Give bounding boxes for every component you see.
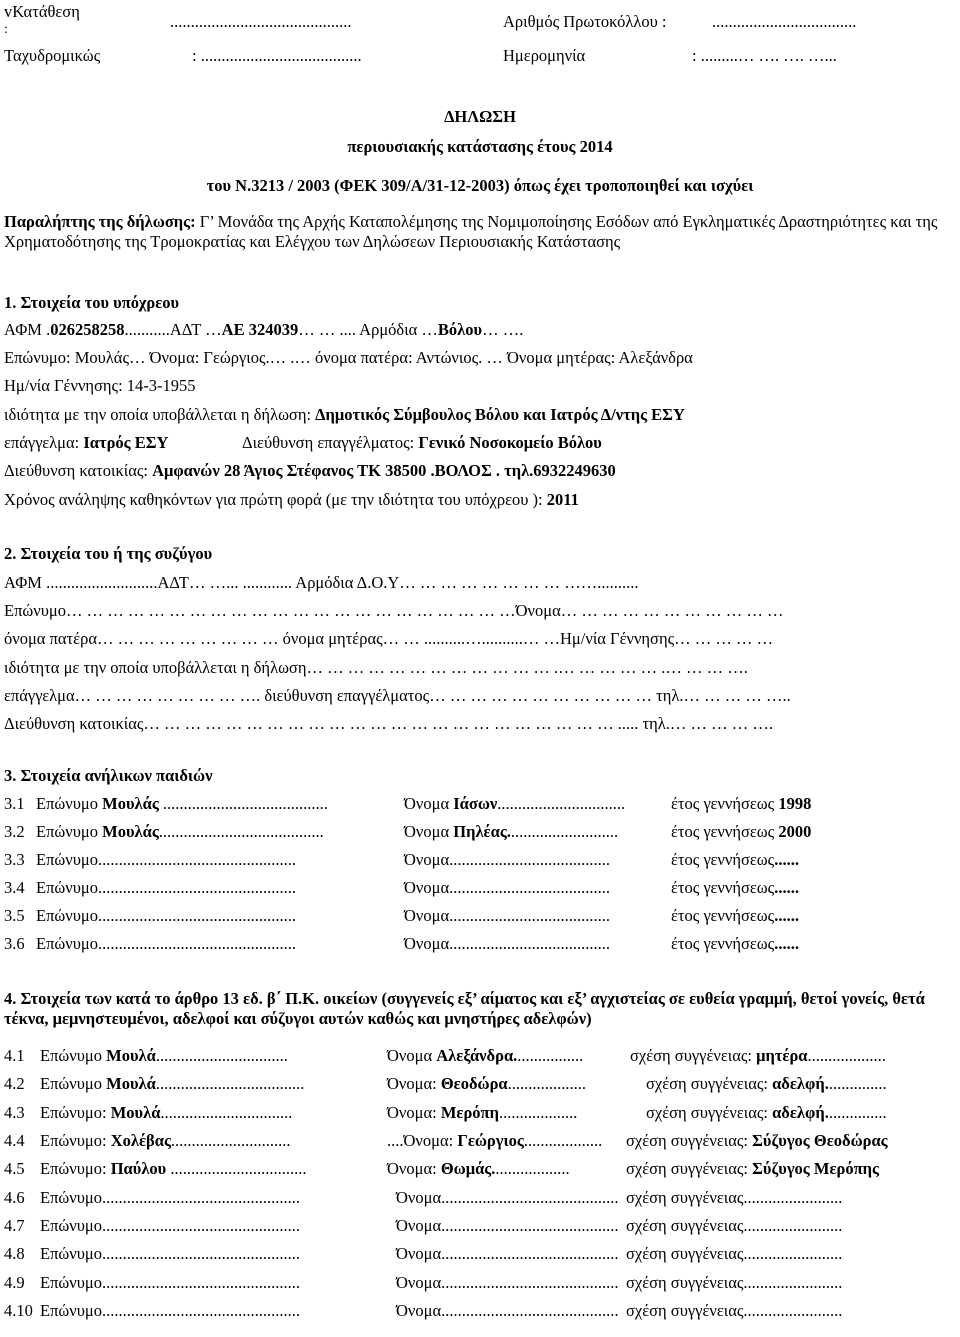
submission-colon: : — [4, 22, 8, 37]
relative-surname-field — [40, 1273, 300, 1293]
relative-name-label: Όνομα — [396, 1273, 442, 1292]
spouse-parents-line: όνομα πατέρα… … … … … … … … … όνομα μητέρας… … ..........…..........… …Ημ/νία Γέννησης… … … … … — [4, 629, 774, 648]
relative-kinship: μητέρα — [756, 1046, 808, 1065]
home-address-line: Διεύθυνση κατοικίας: Αμφανών 28 Άγιος Στέφανος ΤΚ 38500 .ΒΟΛΟΣ . τηλ.6932249630 — [4, 461, 616, 480]
afm-line: ΑΦΜ .026258258...........ΑΔΤ …ΑΕ 324039… … .... Αρμόδια …Βόλου… …. — [4, 320, 524, 339]
relative-surname: Χολέβας — [110, 1131, 171, 1150]
relative-name-field — [396, 1216, 619, 1236]
relative-name-field — [387, 1074, 586, 1094]
relative-surname-dots: ................................. — [166, 1159, 307, 1178]
relative-name-field — [387, 1131, 602, 1151]
relative-number: 4.4 — [4, 1131, 25, 1150]
first-year-line: Χρόνος ανάληψης καθηκόντων για πρώτη φορά (με την ιδιότητα του υπόχρεου ): 2011 — [4, 490, 579, 509]
relative-surname-field — [40, 1046, 288, 1066]
relative-surname-label: Επώνυμο — [40, 1046, 107, 1065]
relative-name-dots: ........................................... — [441, 1244, 619, 1263]
relative-kinship-dots: ........................ — [743, 1273, 843, 1292]
child-surname-dots: ................................................ — [98, 850, 296, 869]
child-surname-label: Επώνυμο — [36, 906, 98, 925]
relative-name-dots: ................... — [498, 1103, 578, 1122]
child-year-field — [671, 850, 799, 870]
relative-surname-field — [40, 1131, 291, 1151]
relative-name-dots: ........................................... — [441, 1273, 619, 1292]
protocol-number-dots: ................................... — [712, 12, 857, 31]
child-name-dots: ............................... — [497, 794, 626, 813]
relative-kinship-dots: ........................ — [743, 1244, 843, 1263]
relative-kinship-field — [626, 1159, 879, 1179]
relative-name: Αλεξάνδρα. — [436, 1046, 518, 1065]
relative-name: Γεώργιος — [457, 1131, 524, 1150]
relative-number: 4.1 — [4, 1046, 25, 1065]
relative-kinship-label: σχέση συγγένειας: — [626, 1159, 753, 1178]
child-name-label: Όνομα — [404, 906, 450, 925]
birth-date-line: Ημ/νία Γέννησης: 14-3-1955 — [4, 376, 196, 395]
relative-name-label: Όνομα: — [387, 1074, 441, 1093]
child-number: 3.1 — [4, 794, 25, 813]
relative-name-label: Όνομα — [396, 1244, 442, 1263]
relative-name: Θωμάς. — [440, 1159, 496, 1178]
relative-surname: Παύλου — [110, 1159, 167, 1178]
child-year-field — [671, 878, 799, 898]
relative-number: 4.8 — [4, 1244, 25, 1263]
child-number: 3.3 — [4, 850, 25, 869]
submission-dots: ............................................ — [170, 12, 352, 31]
relative-surname-label: Επώνυμο — [40, 1244, 102, 1263]
relative-number: 4.7 — [4, 1216, 25, 1235]
relative-number: 4.2 — [4, 1074, 25, 1093]
child-year: ...... — [774, 906, 799, 925]
child-year-field — [671, 934, 799, 954]
relative-kinship-field — [626, 1244, 842, 1264]
relative-number: 4.5 — [4, 1159, 25, 1178]
child-surname: Μουλάς — [102, 822, 159, 841]
child-year: 1998 — [778, 794, 812, 813]
relative-number: 4.3 — [4, 1103, 25, 1122]
spouse-name-line: Επώνυμο… … … … … … … … … … … … … … … … … … … … … …Όνομα… … … … … … … … … … … — [4, 601, 784, 620]
child-number: 3.2 — [4, 822, 25, 841]
relative-surname-field — [40, 1188, 300, 1208]
relative-kinship: αδελφή. — [772, 1074, 829, 1093]
relative-surname-label: Επώνυμο — [40, 1301, 102, 1320]
child-name-field — [404, 878, 610, 898]
recipient-label: Παραλήπτης της δήλωσης: — [4, 212, 196, 231]
relative-surname-field — [40, 1103, 292, 1123]
recipient-paragraph — [4, 212, 956, 252]
child-name-field — [404, 822, 618, 842]
child-surname-dots: ................................................ — [98, 934, 296, 953]
relative-name-label: ....Όνομα: — [387, 1131, 458, 1150]
relative-surname: Μουλά — [110, 1103, 161, 1122]
relative-kinship-label: σχέση συγγένειας: — [626, 1131, 753, 1150]
relative-surname-field — [40, 1216, 300, 1236]
relative-name-dots: ........................................... — [441, 1301, 619, 1320]
relative-name-dots: ........................................... — [441, 1188, 619, 1207]
date-label: Ημερομηνία — [503, 46, 586, 65]
relative-surname-dots: ................................................ — [102, 1216, 300, 1235]
section4-heading: 4. Στοιχεία των κατά το άρθρο 13 εδ. β΄ Π.Κ. οικείων (συγγενείς εξ’ αίματος και εξ’ αγχιστείας σε ευθεία γραμμή, θετοί γονείς, θετά τέκνα, μεμνηστευμένοι, αδελφοί και σύζυγοι αυτών καθώς και μνηστήρες αδελφών) — [4, 989, 925, 1028]
child-surname-dots: ........................................ — [158, 794, 328, 813]
relative-name-field — [387, 1159, 570, 1179]
child-name-dots: ....................................... — [449, 906, 610, 925]
relative-kinship: Σύζυγος Θεοδώρας — [752, 1131, 888, 1150]
relative-kinship-field — [626, 1273, 842, 1293]
child-name-field — [404, 794, 625, 814]
relative-kinship-field — [626, 1188, 842, 1208]
child-year-label: έτος γεννήσεως — [671, 878, 775, 897]
child-name: Πηλέας. — [453, 822, 511, 841]
doc-subtitle: περιουσιακής κατάστασης έτους 2014 — [347, 137, 613, 156]
spouse-profession-line: επάγγελμα… … … … … … … … …. διεύθυνση επαγγέλματος… … … … … … … … … … … τηλ.… … … … ….. — [4, 686, 791, 705]
child-surname-field — [36, 934, 296, 954]
child-surname-dots: ................................................ — [98, 906, 296, 925]
child-name-label: Όνομα — [404, 850, 450, 869]
relative-name-label: Όνομα — [396, 1188, 442, 1207]
child-surname-field — [36, 822, 324, 842]
child-year-field — [671, 822, 811, 842]
relative-kinship-dots: .............. — [828, 1074, 887, 1093]
relative-name-label: Όνομα: — [387, 1159, 441, 1178]
relative-surname-field — [40, 1301, 300, 1321]
child-year: 2000 — [778, 822, 812, 841]
spouse-address-line: Διεύθυνση κατοικίας… … … … … … … … … … … … … … … … … … … … … … … ..... τηλ.… … … … …. — [4, 714, 774, 733]
child-year-field — [671, 794, 811, 814]
relative-kinship-label: σχέση συγγένειας — [626, 1216, 744, 1235]
date-dots: : .........… …. …. …... — [692, 46, 837, 65]
relative-surname-label: Επώνυμο: — [40, 1131, 111, 1150]
child-year-label: έτος γεννήσεως — [671, 934, 775, 953]
relative-name-field — [396, 1244, 619, 1264]
doc-title: ΔΗΛΩΣΗ — [444, 107, 516, 126]
child-year-label: έτος γεννήσεως — [671, 794, 779, 813]
relative-name-label: Όνομα: — [387, 1103, 441, 1122]
section3-heading: 3. Στοιχεία ανήλικων παιδιών — [4, 766, 213, 785]
child-surname-field — [36, 794, 328, 814]
relative-kinship-label: σχέση συγγένειας — [626, 1301, 744, 1320]
relative-name-dots: ................... — [523, 1131, 603, 1150]
submission-label: vΚατάθεση — [4, 2, 80, 21]
relative-kinship-dots: ........................ — [743, 1216, 843, 1235]
relative-surname-field — [40, 1159, 307, 1179]
capacity-line: ιδιότητα με την οποία υποβάλλεται η δήλωση: Δημοτικός Σύμβουλος Βόλου και Ιατρός Δ/ντης ΕΣΥ — [4, 405, 685, 424]
relative-kinship-dots: ........................ — [743, 1188, 843, 1207]
child-surname-label: Επώνυμο — [36, 878, 98, 897]
child-name-label: Όνομα — [404, 878, 450, 897]
relative-kinship-label: σχέση συγγένειας — [626, 1273, 744, 1292]
child-year-label: έτος γεννήσεως — [671, 906, 775, 925]
child-year: ...... — [774, 850, 799, 869]
relative-kinship-label: σχέση συγγένειας: — [646, 1103, 773, 1122]
relative-surname-dots: ................................................ — [102, 1301, 300, 1320]
relative-kinship-label: σχέση συγγένειας: — [646, 1074, 773, 1093]
child-surname-label: Επώνυμο — [36, 850, 98, 869]
relative-surname-label: Επώνυμο: — [40, 1159, 111, 1178]
child-number: 3.6 — [4, 934, 25, 953]
child-surname-label: Επώνυμο — [36, 822, 103, 841]
child-name-field — [404, 906, 610, 926]
child-name-field — [404, 934, 610, 954]
relative-kinship-field — [646, 1103, 887, 1123]
relative-kinship-label: σχέση συγγένειας — [626, 1244, 744, 1263]
relative-surname-label: Επώνυμο — [40, 1273, 102, 1292]
child-number: 3.4 — [4, 878, 25, 897]
child-name-dots: ....................................... — [449, 934, 610, 953]
relative-surname: Μουλά — [106, 1046, 156, 1065]
relative-kinship: Σύζυγος Μερόπης — [752, 1159, 879, 1178]
child-name-field — [404, 850, 610, 870]
relative-kinship: αδελφή. — [772, 1103, 829, 1122]
relative-surname-field — [40, 1244, 300, 1264]
relative-surname-label: Επώνυμο — [40, 1216, 102, 1235]
child-year: ...... — [774, 934, 799, 953]
child-surname-label: Επώνυμο — [36, 934, 98, 953]
profession-line: επάγγελμα: Ιατρός ΕΣΥ Διεύθυνση επαγγέλματος: Γενικό Νοσοκομείο Βόλου — [4, 433, 602, 452]
child-name-label: Όνομα — [404, 934, 450, 953]
child-surname-dots: ................................................ — [98, 878, 296, 897]
relative-kinship-field — [626, 1131, 888, 1151]
relative-name-field — [387, 1046, 583, 1066]
relative-name-dots: ................... — [507, 1074, 587, 1093]
relative-kinship-field — [626, 1216, 842, 1236]
relative-surname-label: Επώνυμο — [40, 1074, 107, 1093]
doc-law-reference: του Ν.3213 / 2003 (ΦΕΚ 309/Α/31-12-2003) όπως έχει τροποποιηθεί και ισχύει — [206, 176, 754, 195]
relative-name: Μερόπη — [440, 1103, 499, 1122]
relative-name-dots: .................. — [495, 1159, 570, 1178]
child-surname-field — [36, 906, 296, 926]
relative-name-field — [387, 1103, 577, 1123]
relative-surname-dots: ................................................ — [102, 1244, 300, 1263]
relative-surname-dots: .................................... — [155, 1074, 305, 1093]
relative-surname-label: Επώνυμο — [40, 1188, 102, 1207]
relative-name: Θεοδώρα — [440, 1074, 508, 1093]
relative-kinship-dots: ................... — [807, 1046, 886, 1065]
child-name-dots: .......................... — [510, 822, 619, 841]
protocol-number-label: Αριθμός Πρωτοκόλλου : — [503, 12, 667, 31]
relative-surname: Μουλά — [106, 1074, 156, 1093]
child-name: Ιάσων — [453, 794, 498, 813]
child-year-label: έτος γεννήσεως — [671, 822, 779, 841]
child-year: ...... — [774, 878, 799, 897]
child-year-field — [671, 906, 799, 926]
relative-kinship-field — [626, 1301, 842, 1321]
relative-kinship-label: σχέση συγγένειας: — [630, 1046, 757, 1065]
section2-heading: 2. Στοιχεία του ή της συζύγου — [4, 544, 213, 563]
mail-dots: : ....................................... — [192, 46, 362, 65]
relative-number: 4.9 — [4, 1273, 25, 1292]
spouse-capacity-line: ιδιότητα με την οποία υποβάλλεται η δήλωση… … … … … … … … … … … … .… … … … … .… … … …. — [4, 658, 748, 677]
relative-kinship-field — [646, 1074, 887, 1094]
child-surname-label: Επώνυμο — [36, 794, 103, 813]
child-name-label: Όνομα — [404, 794, 454, 813]
relative-kinship-dots: .............. — [828, 1103, 887, 1122]
relative-surname-dots: ................................................ — [102, 1273, 300, 1292]
child-surname-dots: ........................................ — [158, 822, 324, 841]
relative-name-label: Όνομα — [396, 1301, 442, 1320]
child-name-dots: ....................................... — [449, 878, 610, 897]
relative-name-field — [396, 1188, 619, 1208]
relative-name-field — [396, 1273, 619, 1293]
child-name-dots: ....................................... — [449, 850, 610, 869]
recipient-text: Γ’ Μονάδα της Αρχής Καταπολέμησης της Νομιμοποίησης Εσόδων από Εγκληματικές Δραστηριότητες και της Χρηματοδότησης της Τρομοκρατίας και Ελέγχου των Δηλώσεων Περιουσιακής Κατάστασης — [4, 212, 938, 251]
relative-kinship-label: σχέση συγγένειας — [626, 1188, 744, 1207]
relative-kinship-dots: ........................ — [743, 1301, 843, 1320]
mail-label: Ταχυδρομικώς — [4, 46, 101, 65]
section1-heading: 1. Στοιχεία του υπόχρεου — [4, 293, 180, 312]
relative-name-label: Όνομα — [387, 1046, 437, 1065]
relative-kinship-field — [630, 1046, 886, 1066]
relative-name-field — [396, 1301, 619, 1321]
spouse-afm-line: ΑΦΜ ...........................ΑΔΤ… …... ............ Αρμόδια Δ.Ο.Υ… … … … … … … … …….......... — [4, 573, 639, 592]
relative-surname-dots: ................................................ — [102, 1188, 300, 1207]
child-surname-field — [36, 878, 296, 898]
relative-number: 4.6 — [4, 1188, 25, 1207]
relative-surname-dots: ................................ — [155, 1046, 288, 1065]
relative-surname-dots: ............................. — [170, 1131, 291, 1150]
child-name-label: Όνομα — [404, 822, 454, 841]
relative-name-dots: ................ — [517, 1046, 584, 1065]
relative-surname-field — [40, 1074, 304, 1094]
relative-name-dots: ........................................... — [441, 1216, 619, 1235]
child-number: 3.5 — [4, 906, 25, 925]
child-year-label: έτος γεννήσεως — [671, 850, 775, 869]
relative-name-label: Όνομα — [396, 1216, 442, 1235]
name-line: Επώνυμο: Μουλάς… Όνομα: Γεώργιος.… .… όνομα πατέρα: Αντώνιος. … Όνομα μητέρας: Αλεξάνδρα — [4, 348, 693, 367]
relative-surname-dots: ................................ — [160, 1103, 293, 1122]
relative-surname-label: Επώνυμο: — [40, 1103, 111, 1122]
relative-number: 4.10 — [4, 1301, 33, 1320]
child-surname-field — [36, 850, 296, 870]
child-surname: Μουλάς — [102, 794, 159, 813]
